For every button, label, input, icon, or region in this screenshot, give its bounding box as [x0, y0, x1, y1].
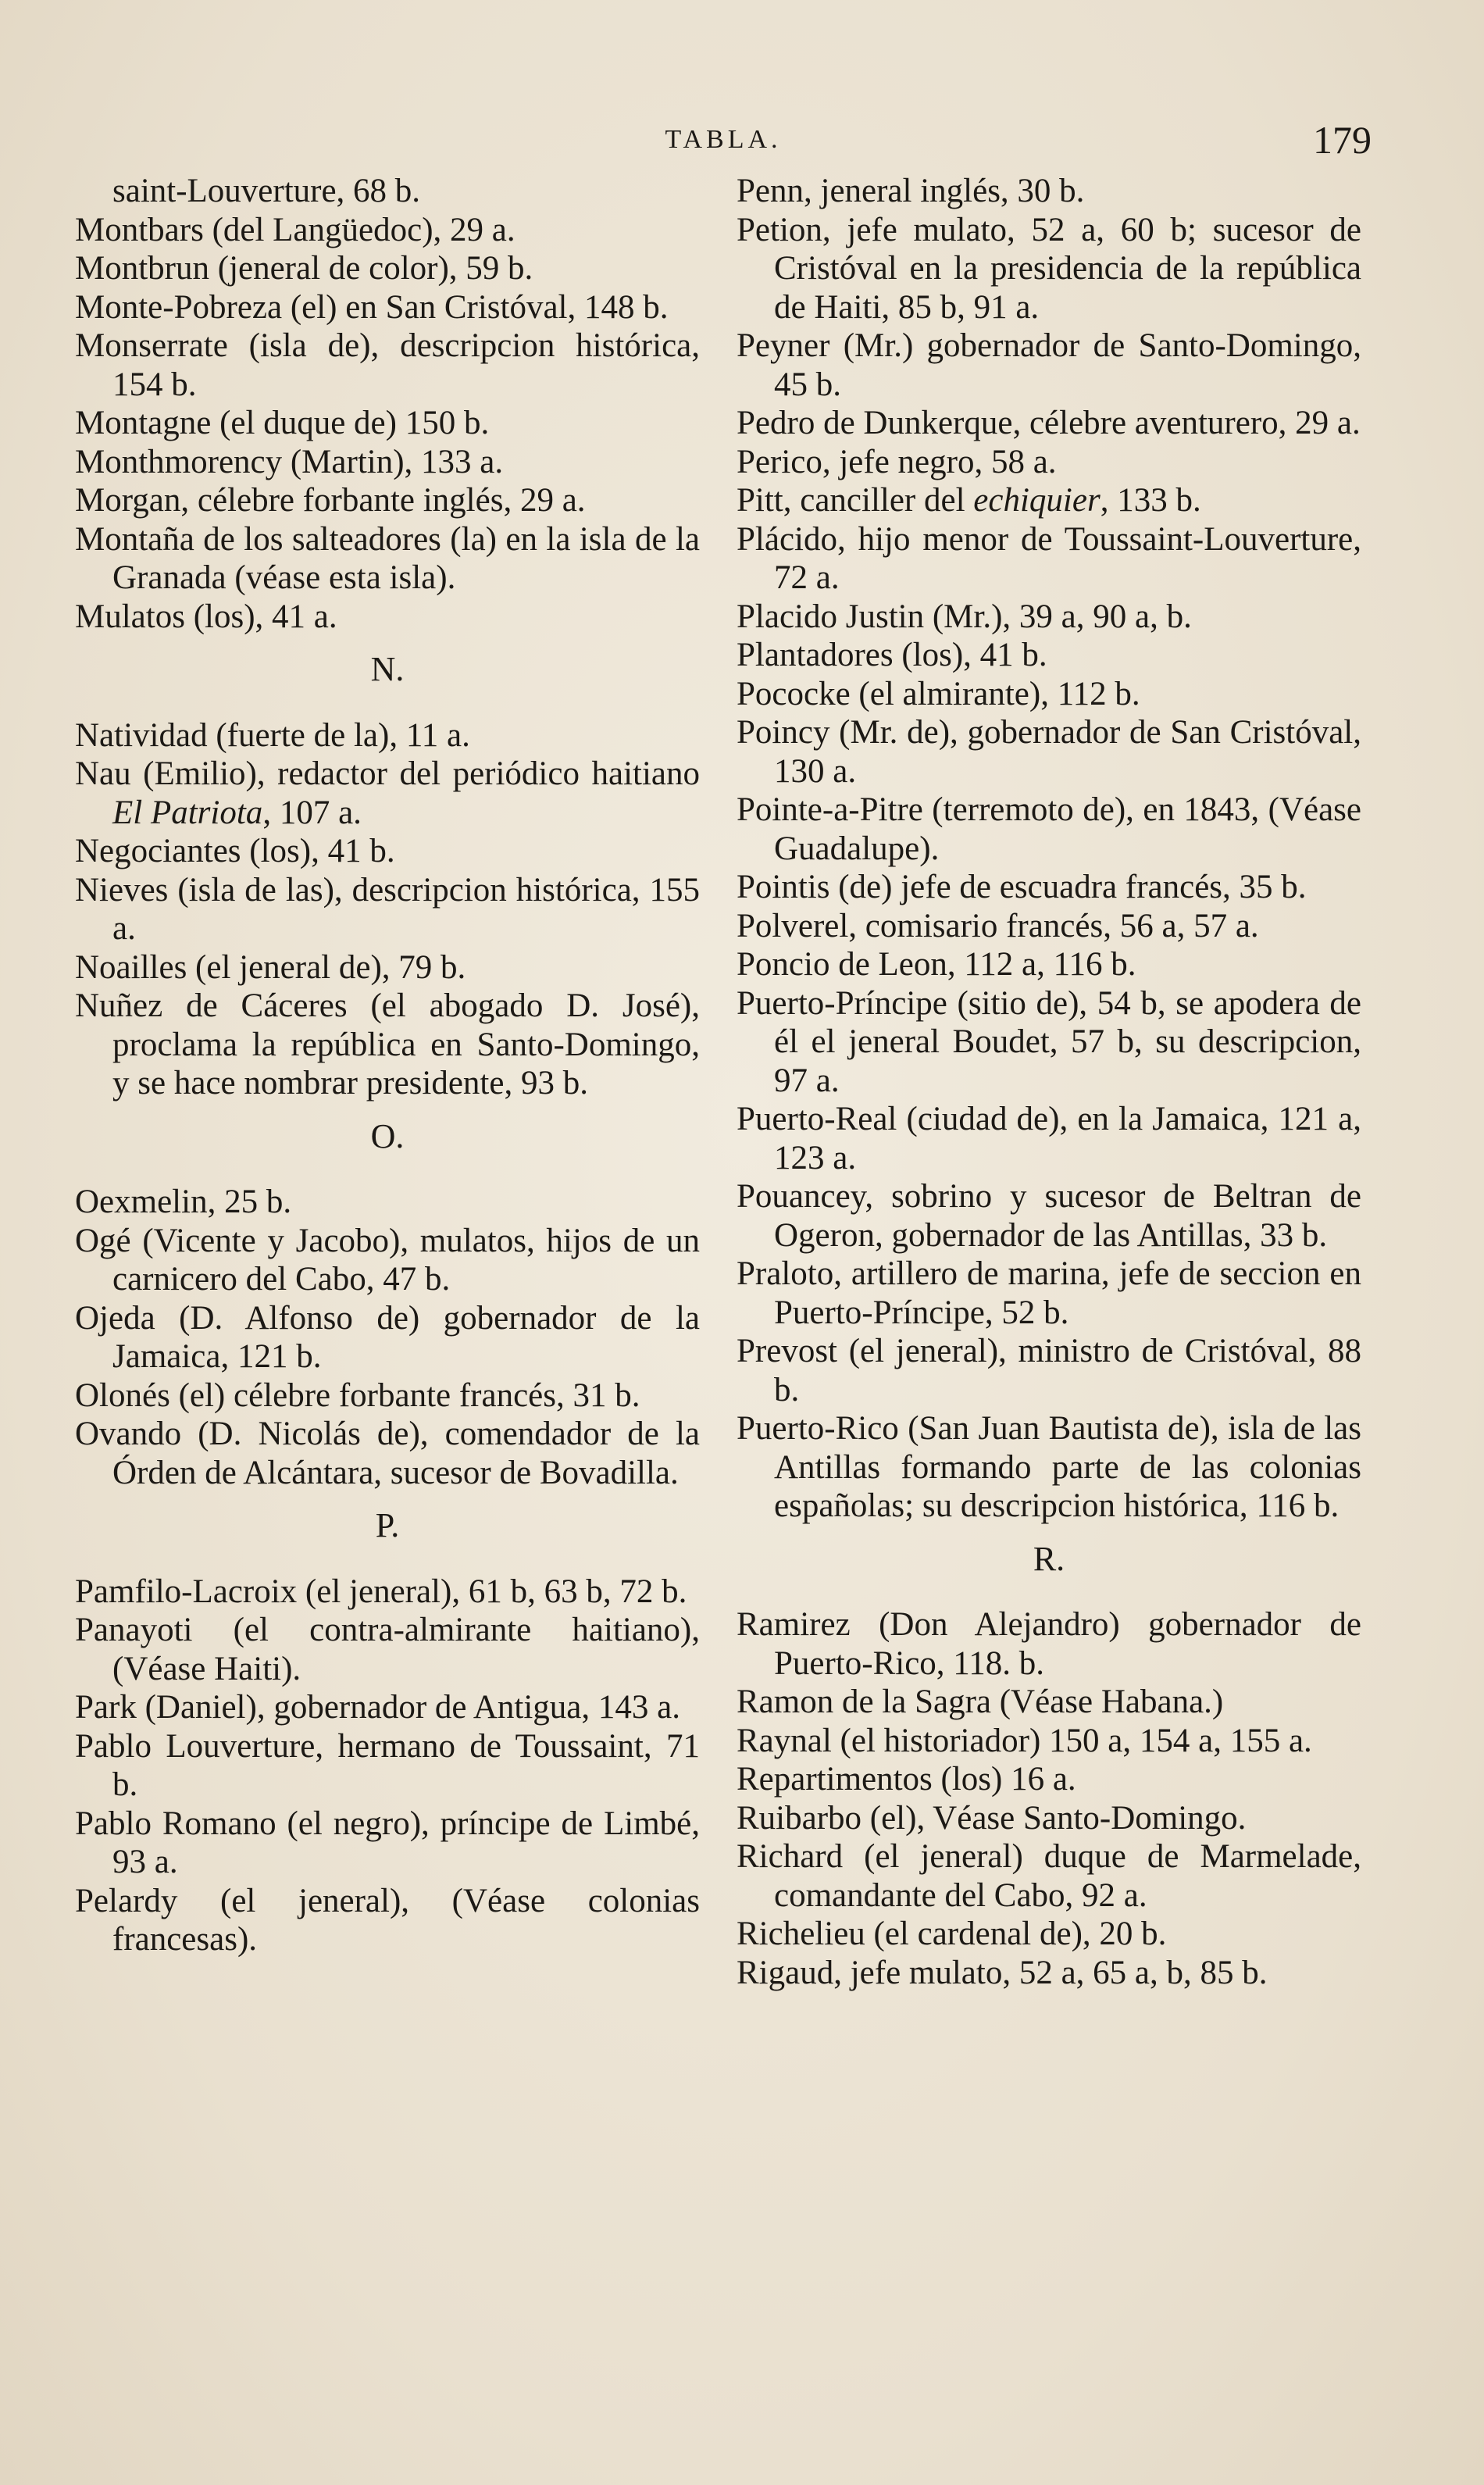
index-entry: Richard (el jeneral) duque de Marmelade, comandante del Cabo, 92 a.: [737, 1838, 1361, 1914]
index-entry: Petion, jefe mulato, 52 a, 60 b; sucesor de Cristóval en la presidencia de la república de Haiti, 85 b, 91 a.: [737, 211, 1361, 326]
index-entry: Panayoti (el contra-almirante haitiano), (Véase Haiti).: [75, 1612, 700, 1687]
index-entry: Monserrate (isla de), descripcion histórica, 154 b.: [75, 327, 700, 403]
section-letter-p: P.: [375, 1506, 400, 1544]
index-entry: Montbars (del Langüedoc), 29 a.: [75, 211, 515, 248]
index-entry: Nieves (isla de las), descripcion histórica, 155 a.: [75, 871, 700, 947]
index-entry: Montbrun (jeneral de color), 59 b.: [75, 250, 533, 287]
index-entry: Pointis (de) jefe de escuadra francés, 35 b.: [737, 869, 1307, 905]
index-entry: Poincy (Mr. de), gobernador de San Cristóval, 130 a.: [737, 714, 1361, 790]
index-entry: Richelieu (el cardenal de), 20 b.: [737, 1916, 1167, 1952]
index-entry: Puerto-Príncipe (sitio de), 54 b, se apodera de él el jeneral Boudet, 57 b, su descripcion, 97 a.: [737, 984, 1361, 1099]
index-column-right: [737, 172, 1361, 1992]
index-entry: Rigaud, jefe mulato, 52 a, 65 a, b, 85 b.: [737, 1954, 1268, 1991]
index-entry: Pedro de Dunkerque, célebre aventurero, 29 a.: [737, 405, 1361, 441]
index-entry: Pablo Romano (el negro), príncipe de Limbé, 93 a.: [75, 1805, 700, 1880]
index-entry: Olonés (el) célebre forbante francés, 31 b.: [75, 1376, 640, 1414]
index-entry: Ruibarbo (el), Véase Santo-Domingo.: [737, 1799, 1247, 1837]
index-entry: Puerto-Real (ciudad de), en la Jamaica, 121 a, 123 a.: [737, 1101, 1361, 1176]
index-entry: Ramirez (Don Alejandro) gobernador de Puerto-Rico, 118. b.: [737, 1606, 1361, 1682]
index-entry: Ovando (D. Nicolás de), comendador de la Órden de Alcántara, sucesor de Bovadilla.: [75, 1416, 700, 1491]
index-entry: Montaña de los salteadores (la) en la isla de la Granada (véase esta isla).: [75, 520, 700, 596]
index-entry: Pointe-a-Pitre (terremoto de), en 1843, (Véase Guadalupe).: [737, 791, 1361, 867]
index-entry: Prevost (el jeneral), ministro de Cristóval, 88 b.: [737, 1333, 1361, 1409]
index-entry: Oexmelin, 25 b.: [75, 1184, 292, 1220]
index-entry: Monte-Pobreza (el) en San Cristóval, 148 b.: [75, 288, 669, 326]
index-entry: Nuñez de Cáceres (el abogado D. José), proclama la república en Santo-Domingo, y se hace nombrar presidente, 93 b.: [75, 987, 700, 1101]
entry-text: , 107 a.: [262, 794, 362, 831]
index-entry: Puerto-Rico (San Juan Bautista de), isla de las Antillas formando parte de las colonias españolas; su descripcion histórica, 116 b.: [737, 1410, 1361, 1524]
index-entry: Monthmorency (Martin), 133 a.: [75, 443, 504, 480]
index-entry: Noailles (el jeneral de), 79 b.: [75, 948, 466, 986]
index-entry: Pamfilo-Lacroix (el jeneral), 61 b, 63 b, 72 b.: [75, 1573, 687, 1610]
running-head: TABLA.: [665, 125, 782, 154]
page-number: 179: [1313, 118, 1372, 162]
index-entry: Pouancey, sobrino y sucesor de Beltran de Ogeron, gobernador de las Antillas, 33 b.: [737, 1178, 1361, 1254]
index-entry: Perico, jefe negro, 58 a.: [737, 443, 1057, 480]
index-entry: Praloto, artillero de marina, jefe de seccion en Puerto-Príncipe, 52 b.: [737, 1255, 1361, 1331]
index-entry: Placido Justin (Mr.), 39 a, 90 a, b.: [737, 598, 1192, 635]
index-entry: Morgan, célebre forbante inglés, 29 a.: [75, 482, 586, 519]
index-entry: saint-Louverture, 68 b.: [112, 173, 421, 209]
index-entry: Repartimentos (los) 16 a.: [737, 1761, 1076, 1798]
index-column-left: [75, 172, 700, 1959]
index-entry: Ogé (Vicente y Jacobo), mulatos, hijos de un carnicero del Cabo, 47 b.: [75, 1222, 700, 1298]
index-entry: Pablo Louverture, hermano de Toussaint, 71 b.: [75, 1727, 700, 1803]
index-entry: Negociantes (los), 41 b.: [75, 833, 395, 869]
index-entry: Mulatos (los), 41 a.: [75, 598, 337, 635]
newspaper-title: El Patriota: [112, 794, 263, 831]
index-entry: Peyner (Mr.) gobernador de Santo-Domingo, 45 b.: [737, 327, 1361, 403]
entry-text: Pitt, canciller del: [737, 482, 965, 519]
section-letter-n: N.: [370, 650, 405, 688]
index-entry: Ramon de la Sagra (Véase Habana.): [737, 1683, 1224, 1720]
index-entry: Pococke (el almirante), 112 b.: [737, 675, 1140, 712]
index-entry: Pelardy (el jeneral), (Véase colonias francesas).: [75, 1882, 700, 1958]
entry-text: Nau (Emilio), redactor del periódico haitiano: [75, 755, 700, 792]
index-entry: Plantadores (los), 41 b.: [737, 637, 1047, 673]
index-entry: Montagne (el duque de) 150 b.: [75, 405, 490, 441]
index-entry: [75, 755, 700, 832]
page-header: [75, 117, 1372, 172]
index-entry: Polverel, comisario francés, 56 a, 57 a.: [737, 907, 1259, 944]
index-entry: [737, 481, 1361, 520]
italic-term: echiquier: [973, 482, 1101, 519]
index-entry: Poncio de Leon, 112 a, 116 b.: [737, 946, 1136, 983]
entry-text: , 133 b.: [1100, 482, 1201, 519]
index-entry: Plácido, hijo menor de Toussaint-Louverture, 72 a.: [737, 520, 1361, 596]
index-entry: Penn, jeneral inglés, 30 b.: [737, 173, 1085, 209]
index-entry: Natividad (fuerte de la), 11 a.: [75, 716, 470, 754]
index-entry: Raynal (el historiador) 150 a, 154 a, 155 a.: [737, 1722, 1312, 1759]
section-letter-r: R.: [1033, 1539, 1065, 1578]
index-entry: Park (Daniel), gobernador de Antigua, 143 a.: [75, 1689, 680, 1726]
index-entry: Ojeda (D. Alfonso de) gobernador de la Jamaica, 121 b.: [75, 1299, 700, 1375]
section-letter-o: O.: [370, 1116, 405, 1155]
